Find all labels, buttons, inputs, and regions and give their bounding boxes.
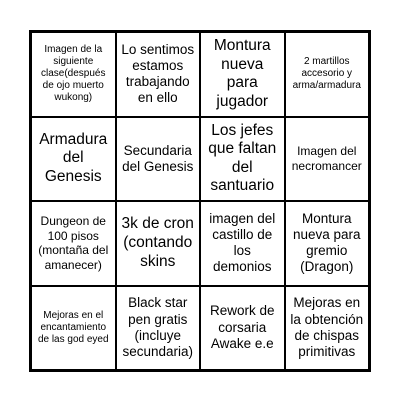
bingo-cell-3: Montura nueva para jugador [200, 32, 285, 117]
bingo-board [29, 30, 371, 372]
bingo-cell-1: Imagen de la siguiente clase(después de ojo muerto wukong) [31, 32, 116, 117]
bingo-cell-9: Dungeon de 100 pisos (montaña del amanecer) [31, 201, 116, 286]
bingo-cell-4: 2 martillos accesorio y arma/armadura [285, 32, 370, 117]
bingo-cell-11: imagen del castillo de los demonios [200, 201, 285, 286]
bingo-cell-15: Rework de corsaria Awake e.e [200, 286, 285, 371]
bingo-cell-13: Mejoras en el encantamiento de las god eyed [31, 286, 116, 371]
bingo-cell-16: Mejoras en la obtención de chispas primitivas [285, 286, 370, 371]
bingo-cell-10: 3k de cron (contando skins [116, 201, 201, 286]
bingo-cell-8: Imagen del necromancer [285, 117, 370, 202]
bingo-cell-14: Black star pen gratis (incluye secundaria) [116, 286, 201, 371]
bingo-cell-5: Armadura del Genesis [31, 117, 116, 202]
bingo-cell-2: Lo sentimos estamos trabajando en ello [116, 32, 201, 117]
bingo-cell-7: Los jefes que faltan del santuario [200, 117, 285, 202]
bingo-cell-12: Montura nueva para gremio (Dragon) [285, 201, 370, 286]
bingo-cell-6: Secundaria del Genesis [116, 117, 201, 202]
